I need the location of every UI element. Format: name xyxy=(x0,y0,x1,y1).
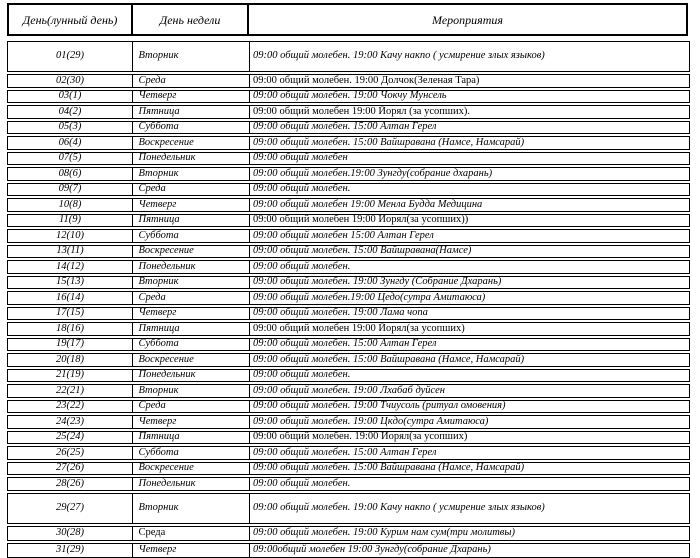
table-row xyxy=(7,493,693,524)
header-weekday: День недели xyxy=(131,3,250,36)
events-cell: 09:00 общий молебен. 19:00 Цкдо(сутра Амитаюса) xyxy=(249,415,690,429)
weekday-cell: Пятница xyxy=(132,105,251,119)
weekday-cell: Вторник xyxy=(132,41,251,72)
weekday-cell: Среда xyxy=(132,291,251,305)
events-cell: 09:00 общий молебен. 19:00 Чокчу Мунсель xyxy=(249,90,690,104)
lunar-day-cell: 25(24) xyxy=(7,431,133,445)
lunar-day-cell: 20(18) xyxy=(7,353,133,367)
events-cell: 09:00 общий молебен. 19:00 Лхабаб дуйсен xyxy=(249,384,690,398)
table-row xyxy=(7,276,693,290)
lunar-calendar-table xyxy=(7,3,693,558)
weekday-cell: Воскресение xyxy=(132,245,251,259)
lunar-day-cell: 05(3) xyxy=(7,121,133,135)
table-row xyxy=(7,369,693,383)
table-row xyxy=(7,245,693,259)
events-cell: 09:00 общий молебен. 15:00 Вайшравана (Намсе, Намсарай) xyxy=(249,136,690,150)
events-cell: 09:00 общий молебен 19:00 Йорял(за усопших) xyxy=(249,322,690,336)
events-cell: 09:00 общий молебен. 15:00 Вайшравана (Намсе, Намсарай) xyxy=(249,353,690,367)
header-events: Мероприятия xyxy=(247,3,688,36)
events-cell: 09:00 общий молебен. 19:00 Долчок(Зеленая Тара) xyxy=(249,74,690,88)
weekday-cell: Пятница xyxy=(132,322,251,336)
weekday-cell: Среда xyxy=(132,74,251,88)
table-row xyxy=(7,121,693,135)
events-cell: 09:00 общий молебен 19:00 Йорял (за усопших). xyxy=(249,105,690,119)
weekday-cell: Воскресение xyxy=(132,136,251,150)
table-row xyxy=(7,198,693,212)
events-cell: 09:00 общий молебен xyxy=(249,152,690,166)
weekday-cell: Понедельник xyxy=(132,369,251,383)
lunar-day-cell: 11(9) xyxy=(7,214,133,228)
lunar-day-cell: 26(25) xyxy=(7,446,133,460)
lunar-day-cell: 02(30) xyxy=(7,74,133,88)
weekday-cell: Четверг xyxy=(132,198,251,212)
events-cell: 09:00 общий молебен.19:00 Цедо(сутра Амитаюса) xyxy=(249,291,690,305)
lunar-day-cell: 01(29) xyxy=(7,41,133,72)
weekday-cell: Среда xyxy=(132,400,251,414)
lunar-day-cell: 06(4) xyxy=(7,136,133,150)
weekday-cell: Понедельник xyxy=(132,152,251,166)
events-cell: 09:00 общий молебен. xyxy=(249,477,690,491)
weekday-cell: Суббота xyxy=(132,229,251,243)
events-cell: 09:00 общий молебен 15:00 Алтан Герел xyxy=(249,229,690,243)
table-row xyxy=(7,229,693,243)
lunar-day-cell: 04(2) xyxy=(7,105,133,119)
lunar-day-cell: 08(6) xyxy=(7,167,133,181)
lunar-day-cell: 24(23) xyxy=(7,415,133,429)
events-cell: 09:00 общий молебен. 19:00 Йорял(за усопших) xyxy=(249,431,690,445)
table-row xyxy=(7,446,693,460)
weekday-cell: Суббота xyxy=(132,446,251,460)
weekday-cell: Вторник xyxy=(132,384,251,398)
table-row xyxy=(7,183,693,197)
table-row xyxy=(7,152,693,166)
table-row xyxy=(7,136,693,150)
weekday-cell: Пятница xyxy=(132,431,251,445)
weekday-cell: Вторник xyxy=(132,276,251,290)
table-row xyxy=(7,526,693,541)
table-row xyxy=(7,462,693,476)
table-row xyxy=(7,415,693,429)
weekday-cell: Воскресение xyxy=(132,353,251,367)
table-header-row xyxy=(7,3,693,36)
weekday-cell: Суббота xyxy=(132,338,251,352)
lunar-day-cell: 03(1) xyxy=(7,90,133,104)
weekday-cell: Четверг xyxy=(132,307,251,321)
lunar-day-cell: 22(21) xyxy=(7,384,133,398)
events-cell: 09:00 общий молебен. 19:00 Зунгду (Собрание Дхарань) xyxy=(249,276,690,290)
lunar-day-cell: 19(17) xyxy=(7,338,133,352)
lunar-day-cell: 18(16) xyxy=(7,322,133,336)
table-row xyxy=(7,477,693,491)
lunar-day-cell: 14(12) xyxy=(7,260,133,274)
lunar-day-cell: 21(19) xyxy=(7,369,133,383)
lunar-day-cell: 27(26) xyxy=(7,462,133,476)
lunar-day-cell: 12(10) xyxy=(7,229,133,243)
header-lunar-day: День(лунный день) xyxy=(7,3,133,36)
events-cell: 09:00 общий молебен. 15:00 Алтан Герел xyxy=(249,446,690,460)
weekday-cell: Четверг xyxy=(132,543,251,558)
lunar-day-cell: 07(5) xyxy=(7,152,133,166)
lunar-day-cell: 10(8) xyxy=(7,198,133,212)
lunar-day-cell: 13(11) xyxy=(7,245,133,259)
weekday-cell: Четверг xyxy=(132,90,251,104)
table-row xyxy=(7,90,693,104)
events-cell: 09:00 общий молебен. 19:00 Качу накпо ( усмирение злых языков) xyxy=(249,493,690,524)
lunar-day-cell: 15(13) xyxy=(7,276,133,290)
events-cell: 09:00 общий молебен. xyxy=(249,260,690,274)
table-row xyxy=(7,353,693,367)
lunar-day-cell: 29(27) xyxy=(7,493,133,524)
table-row xyxy=(7,384,693,398)
events-cell: 09:00 общий молебен. 15:00 Вайшравана (Намсе, Намсарай) xyxy=(249,462,690,476)
table-row xyxy=(7,338,693,352)
weekday-cell: Четверг xyxy=(132,415,251,429)
lunar-day-cell: 17(15) xyxy=(7,307,133,321)
table-row xyxy=(7,260,693,274)
events-cell: 09:00 общий молебен.19:00 Зунгду(собрание дхарань) xyxy=(249,167,690,181)
weekday-cell: Пятница xyxy=(132,214,251,228)
table-row xyxy=(7,41,693,72)
weekday-cell: Воскресение xyxy=(132,462,251,476)
events-cell: 09:00 общий молебен. 15:00 Вайшравана(Намсе) xyxy=(249,245,690,259)
events-cell: 09:00 общий молебен 19:00 Менла Будда Медицина xyxy=(249,198,690,212)
lunar-day-cell: 16(14) xyxy=(7,291,133,305)
events-cell: 09:00 общий молебен 19:00 Йорял(за усопших)) xyxy=(249,214,690,228)
events-cell: 09:00 общий молебен. 15:00 Алтан Герел xyxy=(249,338,690,352)
events-cell: 09:00 общий молебен. xyxy=(249,183,690,197)
table-row xyxy=(7,167,693,181)
table-row xyxy=(7,322,693,336)
weekday-cell: Вторник xyxy=(132,493,251,524)
events-cell: 09:00 общий молебен. 19:00 Качу накпо ( усмирение злых языков) xyxy=(249,41,690,72)
events-cell: 09:00 общий молебен. xyxy=(249,369,690,383)
weekday-cell: Вторник xyxy=(132,167,251,181)
weekday-cell: Среда xyxy=(132,526,251,541)
events-cell: 09:00 общий молебен. 15:00 Алтан Герел xyxy=(249,121,690,135)
lunar-day-cell: 09(7) xyxy=(7,183,133,197)
table-row xyxy=(7,307,693,321)
table-row xyxy=(7,431,693,445)
lunar-day-cell: 23(22) xyxy=(7,400,133,414)
events-cell: 09:00общий молебен 19:00 Зунгду(собрание Дхарань) xyxy=(249,543,690,558)
table-row xyxy=(7,214,693,228)
lunar-day-cell: 28(26) xyxy=(7,477,133,491)
table-row xyxy=(7,105,693,119)
weekday-cell: Понедельник xyxy=(132,260,251,274)
events-cell: 09:00 общий молебен. 19:00 Курим нам сум(три молитвы) xyxy=(249,526,690,541)
weekday-cell: Среда xyxy=(132,183,251,197)
events-cell: 09:00 общий молебен. 19:00 Лама чопа xyxy=(249,307,690,321)
weekday-cell: Понедельник xyxy=(132,477,251,491)
events-cell: 09:00 общий молебен. 19:00 Тчиусоль (ритуал омовения) xyxy=(249,400,690,414)
table-row xyxy=(7,400,693,414)
table-row xyxy=(7,543,693,558)
lunar-day-cell: 31(29) xyxy=(7,543,133,558)
table-row xyxy=(7,291,693,305)
table-row xyxy=(7,74,693,88)
weekday-cell: Суббота xyxy=(132,121,251,135)
lunar-day-cell: 30(28) xyxy=(7,526,133,541)
